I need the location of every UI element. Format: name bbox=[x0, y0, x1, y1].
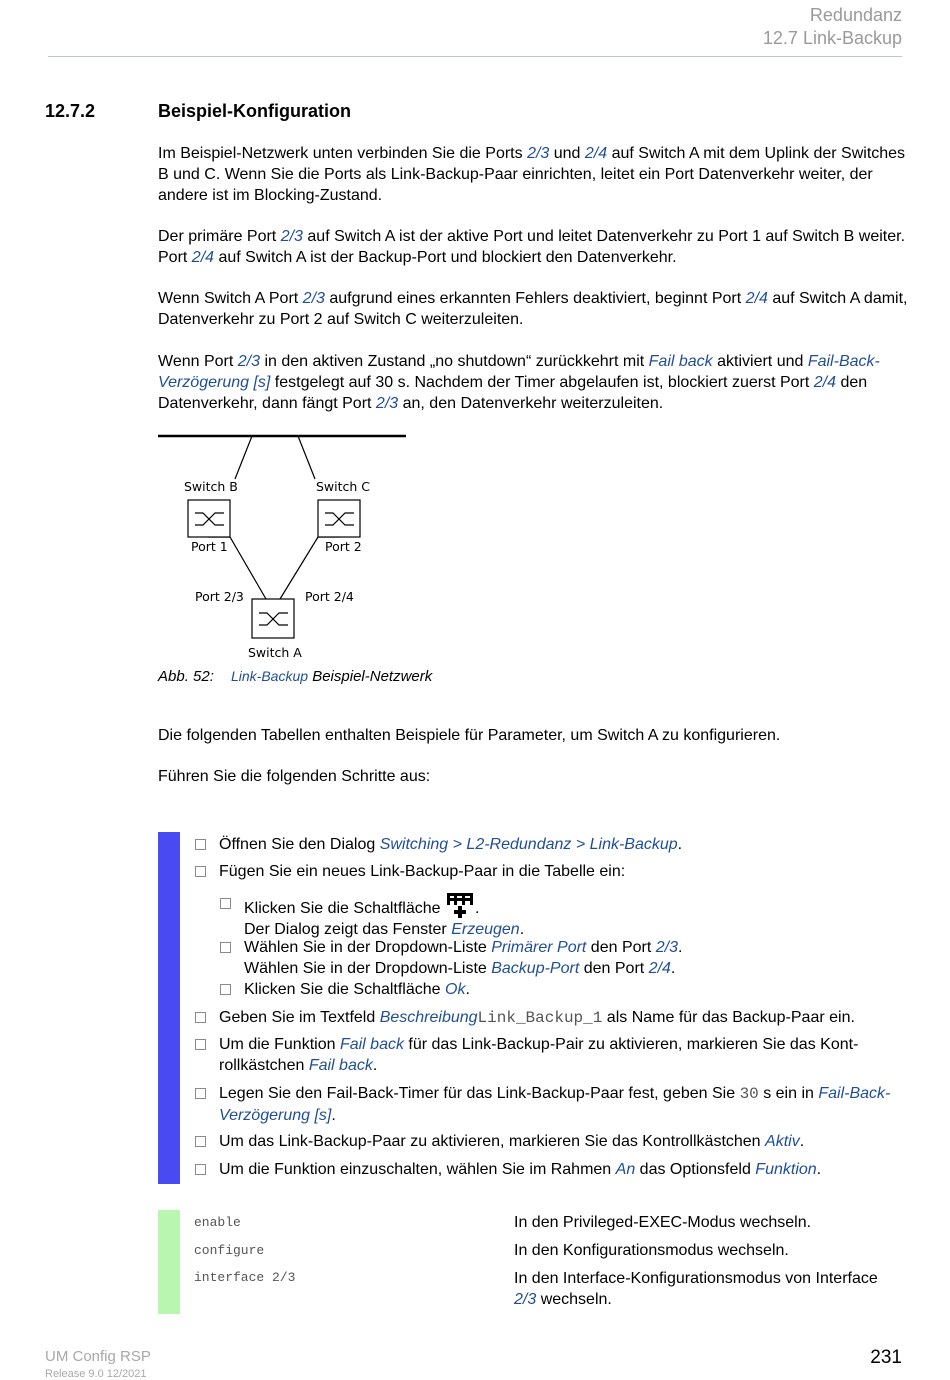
paragraph-4: Wenn Port 2/3 in den aktiven Zustand „no shutdown“ zurückkehrt mit Fail back aktiviert und Fail-Back-Verzögerung [s] festgelegt auf 30 s. Nachdem der Timer abgelaufen ist, blockiert zuerst Port 2/4 den Datenverkehr, dann fängt Port 2/3 an, den Datenverkehr weiterzuleiten. bbox=[158, 353, 880, 412]
footer-release: Release 9.0 12/2021 bbox=[45, 1368, 147, 1380]
port-2-label: Port 2 bbox=[325, 539, 362, 554]
checkbox-icon bbox=[195, 1164, 206, 1175]
switch-c-icon bbox=[318, 500, 360, 537]
checkbox-icon bbox=[220, 942, 231, 953]
port-2-4-label: Port 2/4 bbox=[305, 589, 354, 604]
cli-description: In den Konfigurationsmodus wechseln. bbox=[514, 1242, 789, 1259]
footer-document: UM Config RSP bbox=[45, 1348, 151, 1365]
cli-command: enable bbox=[194, 1215, 241, 1230]
paragraph-2: Der primäre Port 2/3 auf Switch A ist der aktive Port und leitet Datenverkehr zu Port 1 auf Switch B weiter. Port 2/4 auf Switch A ist der Backup-Port und blockiert den Datenverkehr. bbox=[158, 228, 906, 266]
paragraph-3: Wenn Switch A Port 2/3 aufgrund eines erkannten Fehlers deaktiviert, beginnt Port 2/4 auf Switch A damit, Datenverkehr zu Port 2 auf Switch C weiterzuleiten. bbox=[158, 290, 908, 328]
switch-a-icon bbox=[252, 599, 294, 638]
switch-c-label: Switch C bbox=[316, 479, 371, 494]
checkbox-icon bbox=[195, 1136, 206, 1147]
cli-description: In den Interface-Konfigurationsmodus von Interface 2/3 wechseln. bbox=[514, 1270, 878, 1308]
section-number: 12.7.2 bbox=[45, 101, 96, 121]
link-uplink-b bbox=[235, 436, 252, 479]
network-diagram bbox=[150, 425, 420, 665]
port-1-label: Port 1 bbox=[191, 539, 228, 554]
switch-a-label: Switch A bbox=[248, 645, 302, 660]
section-title: Beispiel-Konfiguration bbox=[158, 101, 351, 121]
checkbox-icon bbox=[220, 984, 231, 995]
add-row-icon bbox=[445, 893, 475, 919]
checkbox-icon bbox=[195, 839, 206, 850]
paragraph-6: Führen Sie die folgenden Schritte aus: bbox=[158, 768, 431, 785]
header-section: 12.7 Link-Backup bbox=[762, 28, 902, 48]
checkbox-icon bbox=[220, 898, 231, 909]
cli-description: In den Privileged-EXEC-Modus wechseln. bbox=[514, 1214, 812, 1231]
cli-command: configure bbox=[194, 1243, 265, 1258]
figure-caption: Abb. 52: Link-Backup Beispiel-Netzwerk bbox=[158, 668, 433, 685]
switch-b-label: Switch B bbox=[184, 479, 238, 494]
checkbox-icon bbox=[195, 866, 206, 877]
header-chapter: Redundanz bbox=[809, 5, 902, 25]
page-number: 231 bbox=[870, 1347, 902, 1368]
checkbox-icon bbox=[195, 1088, 206, 1099]
link-uplink-c bbox=[298, 436, 315, 479]
port-2-3-label: Port 2/3 bbox=[195, 589, 244, 604]
header-divider bbox=[48, 56, 902, 57]
switch-b-icon bbox=[188, 500, 230, 537]
cli-command: interface 2/3 bbox=[194, 1270, 296, 1285]
steps-bar bbox=[158, 832, 180, 1184]
cli-bar bbox=[158, 1210, 180, 1314]
paragraph-1: Im Beispiel-Netzwerk unten verbinden Sie die Ports 2/3 und 2/4 auf Switch A mit dem Uplink der Switches B und C. Wenn Sie die Ports als Link-Backup-Paar einrichten, leitet ein Port Datenverkehr weiter, der andere ist im Blocking-Zustand. bbox=[158, 145, 906, 204]
checkbox-icon bbox=[195, 1039, 206, 1050]
paragraph-5: Die folgenden Tabellen enthalten Beispiele für Parameter, um Switch A zu konfigurieren. bbox=[158, 727, 781, 744]
checkbox-icon bbox=[195, 1012, 206, 1023]
